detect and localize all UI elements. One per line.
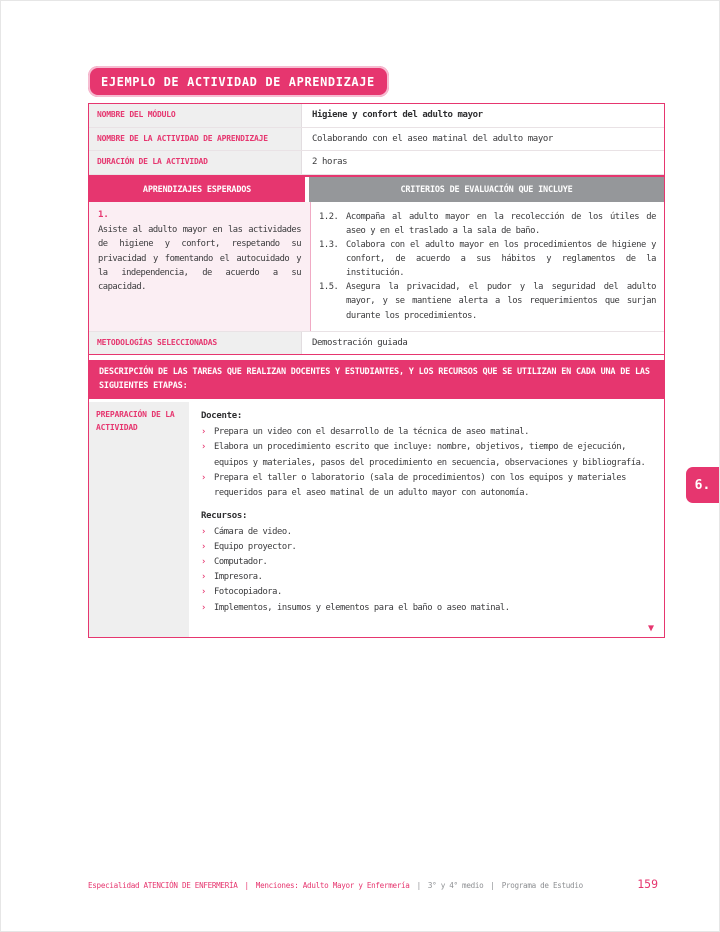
list-item [201,440,650,470]
bullet-chevron-icon: › [201,557,206,568]
objective-number: 1. [98,210,109,221]
bullet-chevron-icon: › [201,542,206,553]
list-item [201,555,650,570]
bullet-chevron-icon: › [201,572,206,583]
table-row [89,104,664,128]
list-item-text: Implementos, insumos y elementos para el baño o aseo matinal. [214,602,510,613]
section-header-row [89,175,664,202]
criteria-text: Colabora con el adulto mayor en los procedimientos de higiene y confort, de acuerdo a sus hábitos y reglamentos de la institución. [346,240,656,279]
docente-heading: Docente: [201,411,242,422]
bullet-chevron-icon: › [201,442,206,453]
activity-name-value: Colaborando con el aseo matinal del adulto mayor [301,128,664,151]
list-item-text: Fotocopiadora. [214,587,282,598]
continuation-arrow-icon: ▼ [647,623,654,635]
criteria-text: Asegura la privacidad, el pudor y la seguridad del adulto mayor, y se mantiene alerta a los requerimientos que surjan durante los procedimientos. [346,282,656,321]
methodology-value: Demostración guiada [301,332,664,355]
list-item-text: Equipo proyector. [214,542,297,553]
bullet-chevron-icon: › [201,602,206,613]
objective-text: Asiste al adulto mayor en las actividades de higiene y confort, respetando su privacidad y fomentando el autocuidado y la independencia, de acuerdo a su capacidad. [98,225,301,293]
list-item [201,585,650,600]
preparation-content [189,402,664,637]
expected-learnings-header: APRENDIZAJES ESPERADOS [89,177,309,202]
footer-separator: | [244,881,249,890]
list-item [201,525,650,540]
footer-specialty: Especialidad ATENCIÓN DE ENFERMERÍA [88,881,238,890]
activity-name-label: NOMBRE DE LA ACTIVIDAD DE APRENDIZAJE [89,128,301,151]
list-item-text: Computador. [214,557,268,568]
bullet-chevron-icon: › [201,427,206,438]
page-footer [88,877,658,891]
criteria-number: 1.5. [319,282,339,293]
recursos-heading: Recursos: [201,510,248,521]
table-row [89,331,664,356]
list-item-text: Cámara de video. [214,526,292,537]
list-item [201,540,650,555]
list-item-text: Impresora. [214,572,263,583]
chapter-tab: 6. [686,467,719,503]
module-name-label: NOMBRE DEL MÓDULO [89,104,301,127]
list-item-text: Prepara el taller o laboratorio (sala de procedimientos) con los equipos y materiales requeridos para el aseo matinal de un adulto mayor con autonomía. [214,472,626,498]
table-row [89,128,664,152]
criteria-item [319,238,656,280]
list-item [201,570,650,585]
objective-cell [89,202,311,331]
table-row [89,151,664,175]
criteria-item [319,210,656,238]
criteria-number: 1.2. [319,212,339,223]
activity-table [88,103,665,638]
duration-label: DURACIÓN DE LA ACTIVIDAD [89,151,301,174]
page-number: 159 [637,877,658,891]
preparation-label: PREPARACIÓN DE LA ACTIVIDAD [89,402,189,637]
list-item-text: Prepara un video con el desarrollo de la técnica de aseo matinal. [214,427,530,438]
footer-mentions: Menciones: Adulto Mayor y Enfermería [255,881,410,890]
footer-separator: | [416,881,421,890]
list-item-text: Elabora un procedimiento escrito que incluye: nombre, objetivos, tiempo de ejecución, equipos y materiales, pasos del procedimiento en secuencia, observaciones y bibliografía. [214,442,646,468]
criteria-cell [311,202,664,331]
list-item [201,471,650,501]
footer-grade: 3° y 4° medio [427,881,484,890]
bullet-chevron-icon: › [201,472,206,483]
duration-value: 2 horas [301,151,664,174]
evaluation-criteria-header: CRITERIOS DE EVALUACIÓN QUE INCLUYE [309,177,664,202]
criteria-item [319,280,656,322]
list-item [201,601,650,616]
footer-program: Programa de Estudio [501,881,583,890]
criteria-number: 1.3. [319,240,339,251]
footer-separator: | [490,881,495,890]
bullet-chevron-icon: › [201,587,206,598]
activity-sheet [88,66,665,638]
list-item [201,425,650,440]
section-body-row [89,202,664,331]
bullet-chevron-icon: › [201,526,206,537]
criteria-text: Acompaña al adulto mayor en la recolección de los útiles de aseo y en el traslado a la sala de baño. [346,212,656,237]
preparation-row [89,399,664,637]
page-title: EJEMPLO DE ACTIVIDAD DE APRENDIZAJE [88,66,389,97]
description-banner: DESCRIPCIÓN DE LAS TAREAS QUE REALIZAN DOCENTES Y ESTUDIANTES, Y LOS RECURSOS QUE SE UTILIZAN EN CADA UNA DE LAS SIGUIENTES ETAPAS: [89,360,664,399]
module-name-value: Higiene y confort del adulto mayor [301,104,664,127]
methodology-label: METODOLOGÍAS SELECCIONADAS [89,332,301,355]
